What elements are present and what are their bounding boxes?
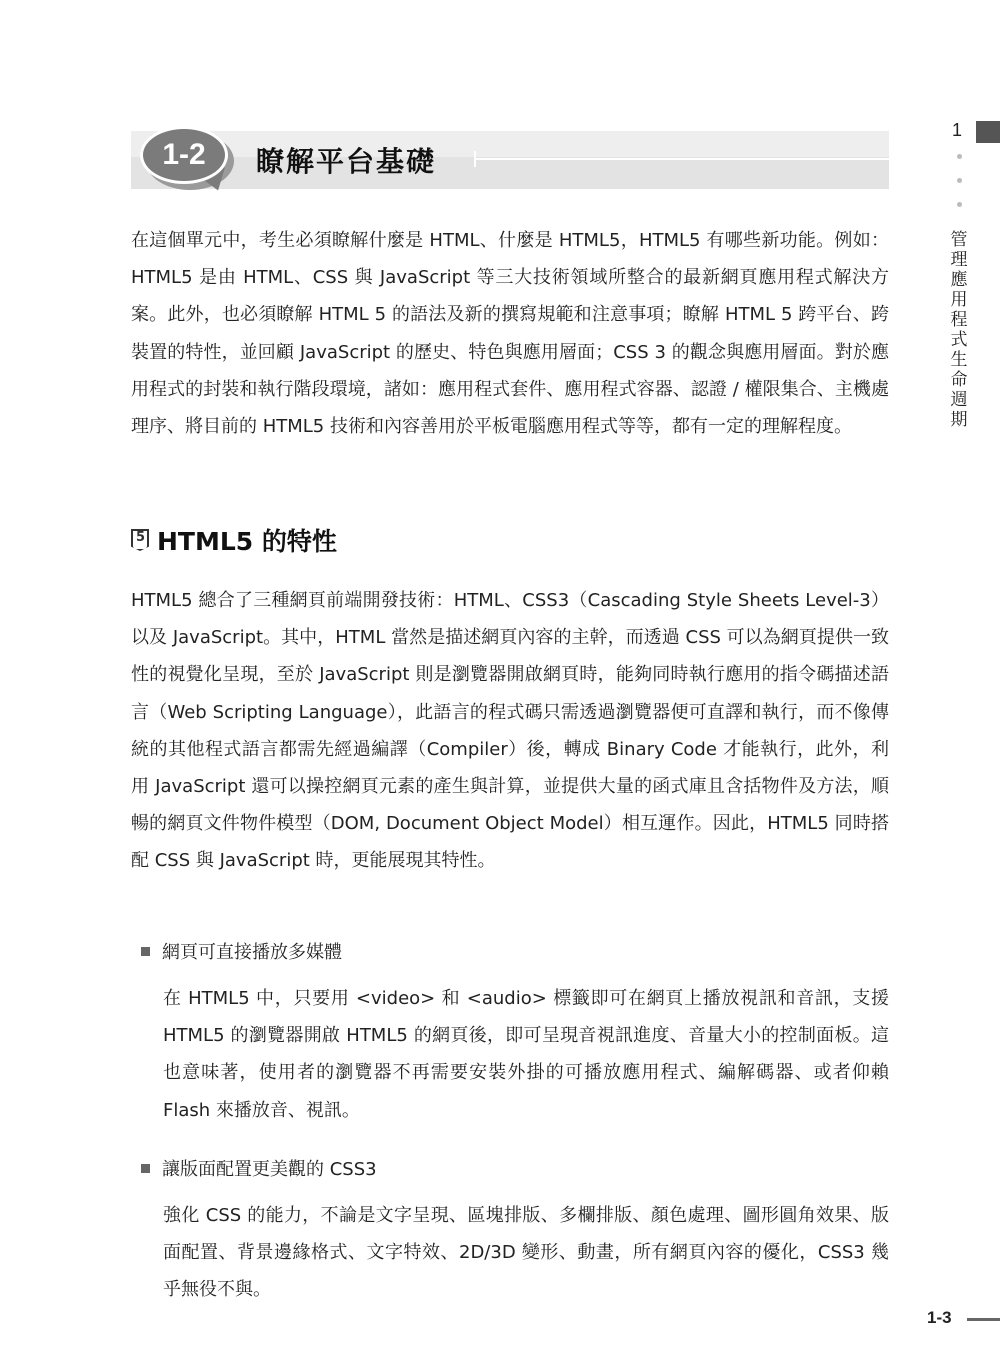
section-number: 1-2 bbox=[140, 126, 228, 184]
bullet-title: 讓版面配置更美觀的 CSS3 bbox=[162, 1159, 377, 1180]
subsection-heading bbox=[131, 522, 337, 558]
section-header-shade bbox=[131, 131, 889, 157]
chapter-number: 1 bbox=[952, 120, 963, 140]
square-bullet-icon bbox=[141, 1164, 150, 1173]
bullet-item bbox=[141, 938, 342, 964]
square-bullet-icon bbox=[141, 947, 150, 956]
section-number-bubble bbox=[140, 126, 240, 198]
bullet-title: 網頁可直接播放多媒體 bbox=[162, 942, 342, 963]
page-number-rule bbox=[967, 1318, 1000, 1321]
subsection-paragraph: HTML5 總合了三種網頁前端開發技術：HTML、CSS3（Cascading Style Sheets Level-3）以及 JavaScript。其中，HTML 當然是描述網頁內容的主幹，而透過 CSS 可以為網頁提供一致性的視覺化呈現，至於 JavaScript 則是瀏覽器開啟網頁時，能夠同時執行應用的指令碼描述語言（Web Scripting Language），此語言的程式碼只需透過瀏覽器便可直譯和執行，而不像傳統的其他程式語言都需先經過編譯（Compiler）後，轉成 Binary Code 才能執行，此外，利用 JavaScript 還可以操控網頁元素的產生與計算，並提供大量的函式庫且含括物件及方法，順暢的網頁文件物件模型（DOM, Document Object Model）相互運作。因此，HTML5 同時搭配 CSS 與 JavaScript 時，更能展現其特性。 bbox=[131, 590, 889, 872]
chapter-tab-block bbox=[976, 121, 1000, 143]
intro-paragraph: 在這個單元中，考生必須瞭解什麼是 HTML、什麼是 HTML5，HTML5 有哪些新功能。例如：HTML5 是由 HTML、CSS 與 JavaScript 等三大技術領域所整合的最新網頁應用程式解決方案。此外，也必須瞭解 HTML 5 的語法及新的撰寫規範和注意事項；瞭解 HTML 5 跨平台、跨裝置的特性，並回顧 JavaScript 的歷史、特色與應用層面；CSS 3 的觀念與應用層面。對於應用程式的封裝和執行階段環境，諸如：應用程式套件、應用程式容器、認證 / 權限集合、主機處理序、將目前的 HTML5 技術和內容善用於平板電腦應用程式等等，都有一定的理解程度。 bbox=[131, 230, 889, 438]
page-number: 1-3 bbox=[927, 1308, 952, 1327]
subsection-title: HTML5 的特性 bbox=[157, 527, 337, 556]
chapter-dot bbox=[957, 154, 962, 159]
bullet-text: 在 HTML5 中，只要用 <video> 和 <audio> 標籤即可在網頁上播放視訊和音訊，支援 HTML5 的瀏覽器開啟 HTML5 的網頁後，即可呈現音視訊進度、音量大小的控制面板。這也意味著，使用者的瀏覽器不再需要安裝外掛的可播放應用程式、編解碼器、或者仰賴 Flash 來播放音、視訊。 bbox=[163, 988, 889, 1121]
section-title: 瞭解平台基礎 bbox=[256, 145, 437, 178]
section-title-rule bbox=[474, 158, 889, 160]
bullet-item bbox=[141, 1155, 377, 1181]
html5-icon bbox=[131, 529, 149, 551]
chapter-dot bbox=[957, 178, 962, 183]
chapter-dot bbox=[957, 202, 962, 207]
chapter-title-vertical: 管理應用程式生命週期 bbox=[950, 230, 968, 430]
bullet-text: 強化 CSS 的能力，不論是文字呈現、區塊排版、多欄排版、顏色處理、圖形圓角效果、版面配置、背景邊緣格式、文字特效、2D/3D 變形、動畫，所有網頁內容的優化，CSS3 幾乎無役不與。 bbox=[163, 1205, 889, 1301]
section-title-rule-cap bbox=[474, 151, 476, 167]
section-header-band bbox=[131, 131, 889, 189]
